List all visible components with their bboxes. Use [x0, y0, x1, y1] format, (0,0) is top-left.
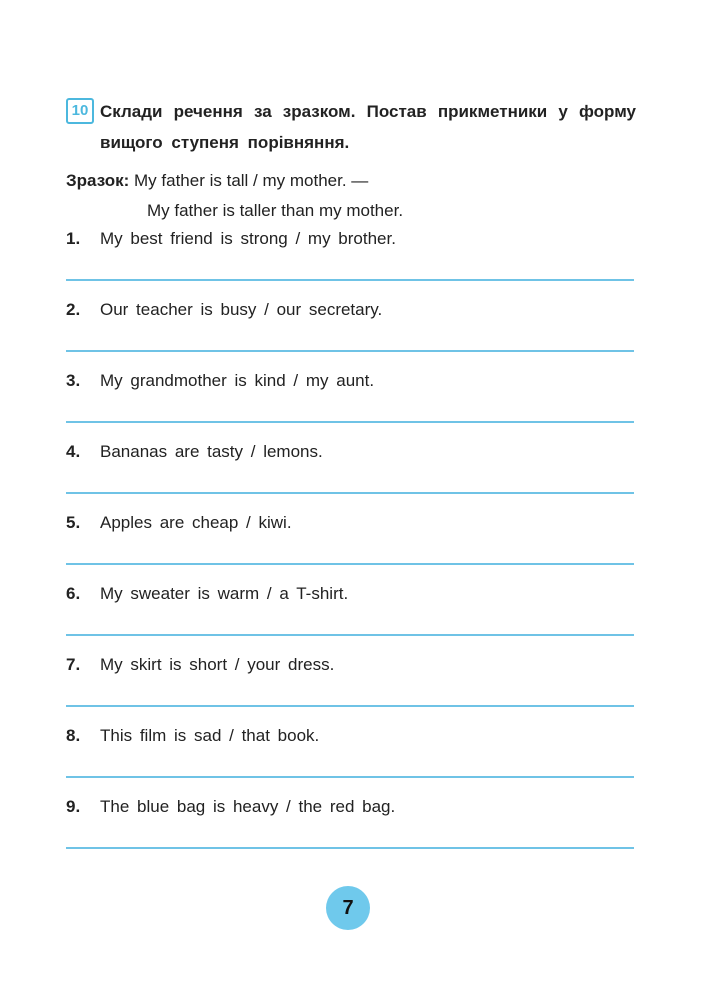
item-text: Bananas are tasty / lemons.	[100, 442, 323, 461]
task-number-badge: 10	[66, 98, 94, 124]
exercise-item	[66, 300, 634, 371]
example-block	[66, 166, 403, 226]
item-text: Our teacher is busy / our secretary.	[100, 300, 383, 319]
answer-line[interactable]	[66, 634, 634, 636]
exercise-item	[66, 726, 634, 797]
item-text: Apples are cheap / kiwi.	[100, 513, 292, 532]
item-number: 7.	[66, 655, 81, 674]
page-number-badge: 7	[326, 886, 370, 930]
item-text: The blue bag is heavy / the red bag.	[100, 797, 396, 816]
item-number: 1.	[66, 229, 81, 248]
exercise-item	[66, 584, 634, 655]
item-text: This film is sad / that book.	[100, 726, 320, 745]
answer-line[interactable]	[66, 847, 634, 849]
exercise-item	[66, 371, 634, 442]
answer-line[interactable]	[66, 350, 634, 352]
item-number: 6.	[66, 584, 81, 603]
example-prompt: My father is tall / my mother. —	[134, 171, 369, 190]
example-answer: My father is taller than my mother.	[147, 201, 404, 220]
example-label: Зразок:	[66, 171, 130, 190]
answer-line[interactable]	[66, 492, 634, 494]
item-number: 8.	[66, 726, 81, 745]
item-number: 5.	[66, 513, 81, 532]
exercise-item	[66, 442, 634, 513]
answer-line[interactable]	[66, 776, 634, 778]
exercise-item	[66, 797, 634, 868]
answer-line[interactable]	[66, 421, 634, 423]
task-header	[66, 96, 636, 158]
answer-line[interactable]	[66, 563, 634, 565]
answer-line[interactable]	[66, 279, 634, 281]
item-text: My grandmother is kind / my aunt.	[100, 371, 375, 390]
answer-line[interactable]	[66, 705, 634, 707]
exercise-item	[66, 513, 634, 584]
exercise-item	[66, 655, 634, 726]
task-instruction: Склади речення за зразком. Постав прикметники у форму вищого ступеня порівняння.	[100, 102, 636, 152]
item-number: 2.	[66, 300, 81, 319]
item-number: 3.	[66, 371, 81, 390]
item-text: My sweater is warm / a T-shirt.	[100, 584, 349, 603]
item-number: 9.	[66, 797, 81, 816]
item-text: My skirt is short / your dress.	[100, 655, 335, 674]
exercise-item	[66, 229, 634, 300]
item-number: 4.	[66, 442, 81, 461]
item-text: My best friend is strong / my brother.	[100, 229, 396, 248]
